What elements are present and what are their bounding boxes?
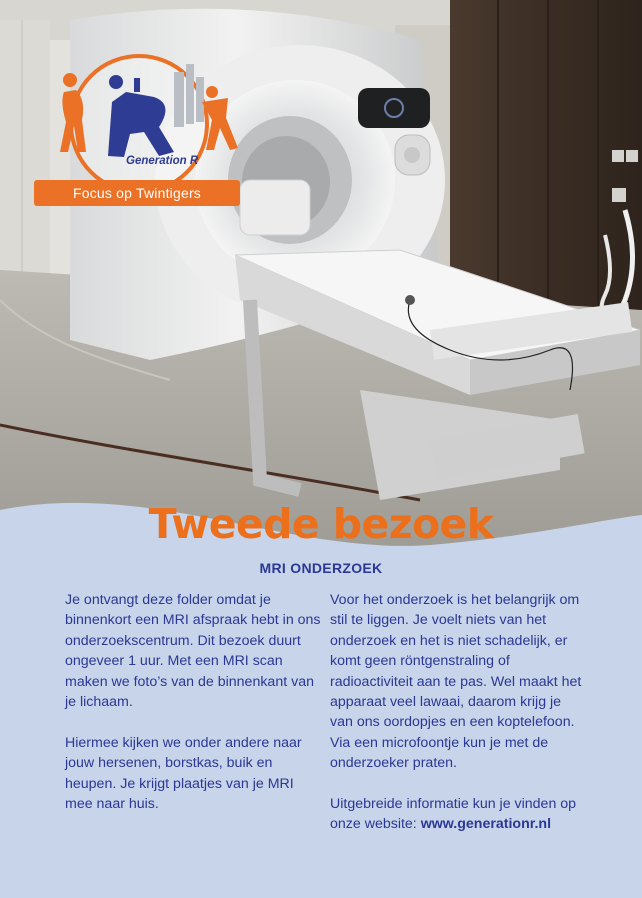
logo-name: Generation R <box>126 155 199 167</box>
right-paragraph-1: Voor het onderzoek is het belangrijk om stil te liggen. Je voelt niets van het onderzoek en het is niet schadelijk, er komt geen röntgenstraling of radioactiviteit aan te pas. Wel maakt het apparaat veel lawaai, daarom krijg je van ons oordopjes en een koptelefoon. Via een microfoontje kun je met de onderzoeker praten. <box>330 592 582 772</box>
left-paragraph-1: Je ontvangt deze folder omdat je binnenkort een MRI afspraak hebt in ons onderzoekscentrum. Dit bezoek duurt ongeveer 1 uur. Met een MRI scan maken we foto’s van de binnenkant van je lichaam. <box>65 592 321 711</box>
right-column <box>330 590 585 855</box>
generation-r-logo <box>34 52 246 212</box>
website-intro: Uitgebreide informatie kun je vinden op onze website: <box>330 796 577 833</box>
page-title: Tweede bezoek <box>148 500 494 548</box>
page-subtitle: MRI ONDERZOEK <box>259 560 383 576</box>
logo-tagline: Focus op Twintigers <box>34 180 240 206</box>
left-column <box>65 590 323 835</box>
website-link[interactable]: www.generationr.nl <box>420 816 552 833</box>
logo-emblem <box>34 52 246 192</box>
right-paragraph-2 <box>330 794 585 835</box>
left-paragraph-2: Hiermee kijken we onder andere naar jouw hersenen, borstkas, buik en heupen. Je krijgt plaatjes van je MRI mee naar huis. <box>65 734 302 813</box>
